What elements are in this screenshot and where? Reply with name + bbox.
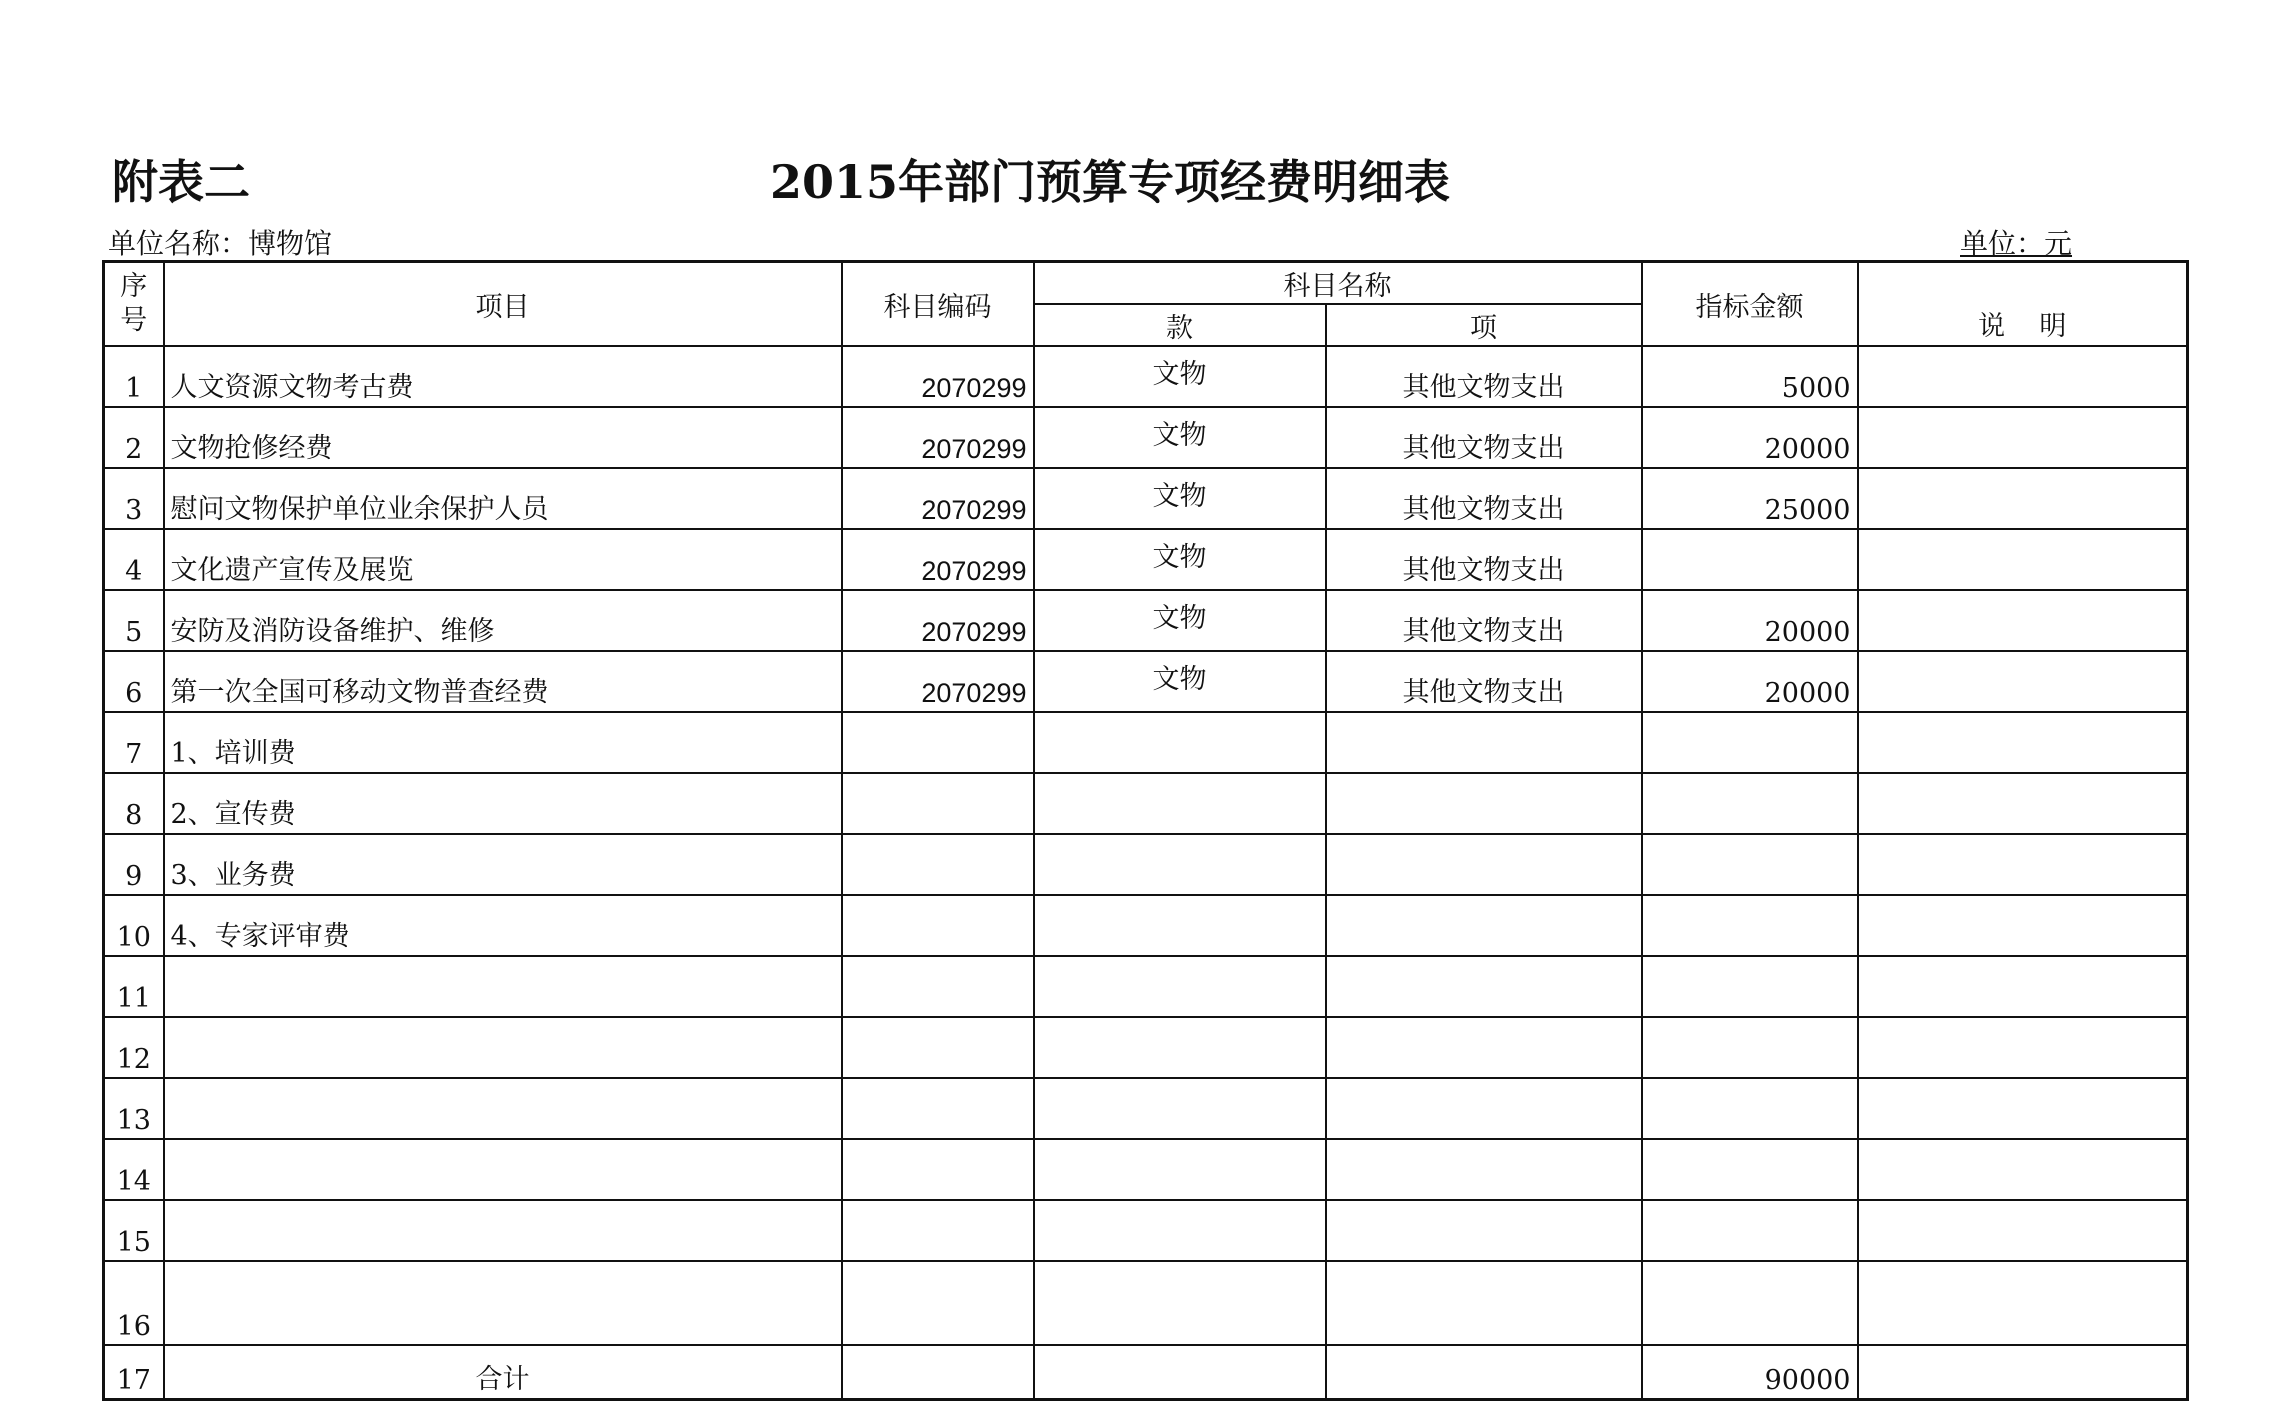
row-note — [1858, 956, 2188, 1017]
unit-name: 单位名称：博物馆 — [108, 227, 333, 260]
row-item — [164, 1139, 842, 1200]
row-item — [164, 1017, 842, 1078]
table-row — [104, 1200, 2188, 1261]
row-amount — [1642, 1261, 1858, 1345]
row-xiang: 其他文物支出 — [1326, 468, 1642, 529]
header-amount: 指标金额 — [1642, 262, 1858, 347]
row-seq: 1 — [104, 346, 164, 407]
row-note — [1858, 529, 2188, 590]
header-item: 项目 — [164, 262, 842, 347]
row-kuan — [1034, 1078, 1326, 1139]
row-note — [1858, 346, 2188, 407]
row-xiang — [1326, 1261, 1642, 1345]
row-amount — [1642, 1017, 1858, 1078]
row-note — [1858, 773, 2188, 834]
row-seq: 12 — [104, 1017, 164, 1078]
row-kuan: 文物 — [1034, 468, 1326, 529]
budget-table — [102, 260, 2189, 1401]
row-code: 2070299 — [842, 468, 1034, 529]
row-item: 安防及消防设备维护、维修 — [164, 590, 842, 651]
row-amount: 20000 — [1642, 651, 1858, 712]
total-label: 合计 — [164, 1345, 842, 1400]
row-item — [164, 1078, 842, 1139]
row-code: 2070299 — [842, 346, 1034, 407]
table-row — [104, 468, 2188, 529]
row-kuan — [1034, 895, 1326, 956]
row-kuan — [1034, 956, 1326, 1017]
table-row — [104, 1078, 2188, 1139]
total-xiang — [1326, 1345, 1642, 1400]
row-seq: 9 — [104, 834, 164, 895]
row-note — [1858, 1017, 2188, 1078]
row-kuan: 文物 — [1034, 407, 1326, 468]
row-code — [842, 1017, 1034, 1078]
row-item: 2、宣传费 — [164, 773, 842, 834]
table-row — [104, 834, 2188, 895]
row-seq: 10 — [104, 895, 164, 956]
row-xiang — [1326, 834, 1642, 895]
attachment-label: 附表二 — [112, 155, 250, 209]
row-item: 慰问文物保护单位业余保护人员 — [164, 468, 842, 529]
row-amount: 20000 — [1642, 590, 1858, 651]
row-seq: 16 — [104, 1261, 164, 1345]
currency-unit: 单位：元 — [1960, 227, 2073, 260]
row-item: 3、业务费 — [164, 834, 842, 895]
row-amount — [1642, 773, 1858, 834]
table-row — [104, 651, 2188, 712]
row-amount — [1642, 712, 1858, 773]
page-title: 2015年部门预算专项经费明细表 — [770, 155, 1451, 209]
row-code — [842, 712, 1034, 773]
row-seq: 2 — [104, 407, 164, 468]
table-row — [104, 590, 2188, 651]
row-kuan — [1034, 773, 1326, 834]
row-xiang — [1326, 1078, 1642, 1139]
row-code — [842, 834, 1034, 895]
row-kuan — [1034, 1017, 1326, 1078]
row-amount: 5000 — [1642, 346, 1858, 407]
total-kuan — [1034, 1345, 1326, 1400]
row-xiang — [1326, 895, 1642, 956]
row-kuan: 文物 — [1034, 590, 1326, 651]
row-kuan — [1034, 834, 1326, 895]
row-item: 第一次全国可移动文物普查经费 — [164, 651, 842, 712]
row-code: 2070299 — [842, 407, 1034, 468]
row-code — [842, 773, 1034, 834]
total-amount: 90000 — [1642, 1345, 1858, 1400]
row-seq: 11 — [104, 956, 164, 1017]
row-xiang — [1326, 712, 1642, 773]
row-amount — [1642, 956, 1858, 1017]
row-note — [1858, 712, 2188, 773]
row-amount — [1642, 1200, 1858, 1261]
header-note: 说 明 — [1858, 262, 2188, 347]
header-xiang: 项 — [1326, 304, 1642, 346]
row-item: 文化遗产宣传及展览 — [164, 529, 842, 590]
row-amount: 25000 — [1642, 468, 1858, 529]
table-row — [104, 346, 2188, 407]
row-item: 4、专家评审费 — [164, 895, 842, 956]
total-row — [104, 1345, 2188, 1400]
row-kuan — [1034, 1139, 1326, 1200]
row-amount — [1642, 1139, 1858, 1200]
row-seq: 3 — [104, 468, 164, 529]
table-row — [104, 1139, 2188, 1200]
row-item — [164, 1200, 842, 1261]
row-item: 文物抢修经费 — [164, 407, 842, 468]
row-seq: 14 — [104, 1139, 164, 1200]
row-seq: 15 — [104, 1200, 164, 1261]
row-seq: 13 — [104, 1078, 164, 1139]
row-seq: 8 — [104, 773, 164, 834]
row-item: 1、培训费 — [164, 712, 842, 773]
row-note — [1858, 1261, 2188, 1345]
table-row — [104, 956, 2188, 1017]
row-note — [1858, 590, 2188, 651]
row-amount — [1642, 834, 1858, 895]
header-seq-line2: 号 — [120, 305, 148, 336]
row-note — [1858, 1078, 2188, 1139]
total-seq: 17 — [104, 1345, 164, 1400]
row-code — [842, 1139, 1034, 1200]
row-seq: 7 — [104, 712, 164, 773]
table-row — [104, 1017, 2188, 1078]
table-row — [104, 773, 2188, 834]
table-row — [104, 712, 2188, 773]
table-row — [104, 529, 2188, 590]
row-amount — [1642, 895, 1858, 956]
row-xiang — [1326, 773, 1642, 834]
row-code: 2070299 — [842, 651, 1034, 712]
row-code: 2070299 — [842, 590, 1034, 651]
row-code: 2070299 — [842, 529, 1034, 590]
row-xiang: 其他文物支出 — [1326, 407, 1642, 468]
row-note — [1858, 1200, 2188, 1261]
row-kuan: 文物 — [1034, 346, 1326, 407]
row-item — [164, 956, 842, 1017]
row-xiang: 其他文物支出 — [1326, 346, 1642, 407]
row-amount: 20000 — [1642, 407, 1858, 468]
row-seq: 6 — [104, 651, 164, 712]
row-note — [1858, 834, 2188, 895]
row-item — [164, 1261, 842, 1345]
row-xiang — [1326, 1017, 1642, 1078]
row-code — [842, 1200, 1034, 1261]
total-note — [1858, 1345, 2188, 1400]
header-seq — [104, 262, 164, 347]
row-xiang — [1326, 956, 1642, 1017]
row-kuan: 文物 — [1034, 529, 1326, 590]
row-amount — [1642, 529, 1858, 590]
header-subject-name: 科目名称 — [1034, 262, 1642, 305]
row-kuan — [1034, 1200, 1326, 1261]
row-seq: 5 — [104, 590, 164, 651]
row-note — [1858, 407, 2188, 468]
row-note — [1858, 895, 2188, 956]
row-seq: 4 — [104, 529, 164, 590]
row-xiang — [1326, 1139, 1642, 1200]
row-xiang: 其他文物支出 — [1326, 651, 1642, 712]
row-note — [1858, 651, 2188, 712]
row-item: 人文资源文物考古费 — [164, 346, 842, 407]
row-amount — [1642, 1078, 1858, 1139]
row-note — [1858, 468, 2188, 529]
row-code — [842, 956, 1034, 1017]
table-row — [104, 1261, 2188, 1345]
header-kuan: 款 — [1034, 304, 1326, 346]
row-code — [842, 1261, 1034, 1345]
row-note — [1858, 1139, 2188, 1200]
row-code — [842, 895, 1034, 956]
header-seq-line1: 序 — [120, 271, 148, 302]
row-kuan — [1034, 712, 1326, 773]
table-row — [104, 895, 2188, 956]
header-code: 科目编码 — [842, 262, 1034, 347]
row-xiang — [1326, 1200, 1642, 1261]
row-code — [842, 1078, 1034, 1139]
table-row — [104, 407, 2188, 468]
row-kuan — [1034, 1261, 1326, 1345]
row-xiang: 其他文物支出 — [1326, 529, 1642, 590]
row-xiang: 其他文物支出 — [1326, 590, 1642, 651]
row-kuan: 文物 — [1034, 651, 1326, 712]
total-code — [842, 1345, 1034, 1400]
